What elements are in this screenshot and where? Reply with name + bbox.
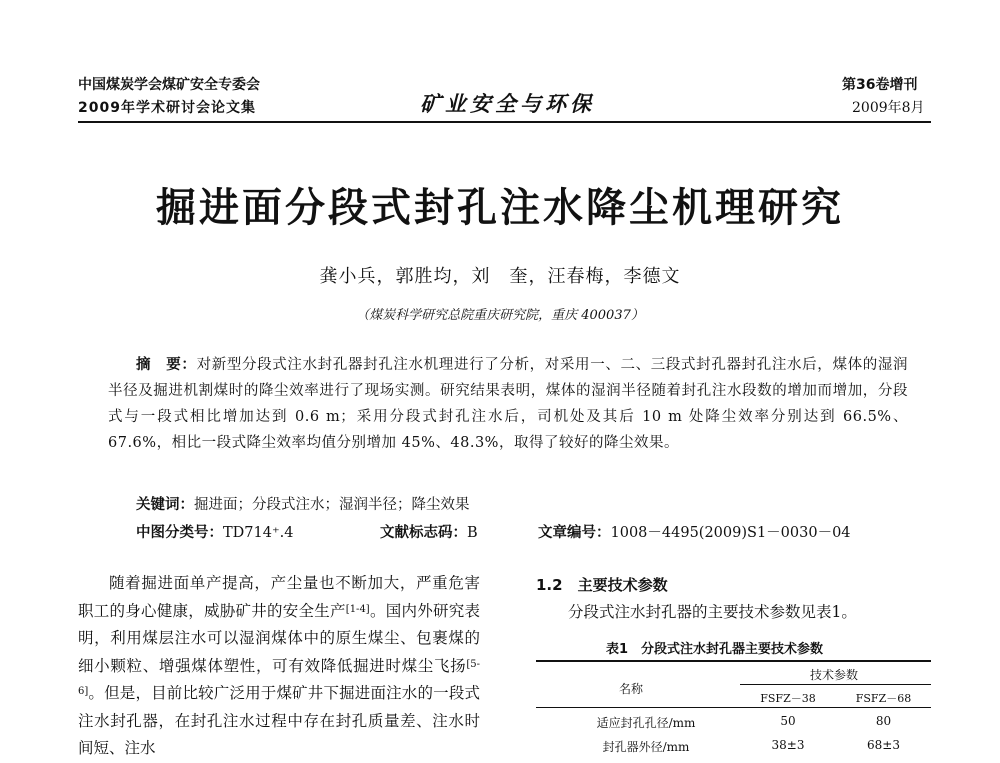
table-header-col1: FSFZ－38	[760, 692, 816, 705]
document-code	[380, 521, 478, 542]
doc-code-label: 文献标志码：	[380, 525, 467, 541]
table-header-col2: FSFZ－68	[855, 692, 912, 705]
article-number	[538, 521, 851, 542]
clc-label: 中图分类号：	[136, 525, 223, 541]
body-text-2: 。国内外研究表明，利用煤层注水可以湿润煤体中的原生煤尘、包裹煤的细小颗粒、增强煤体塑性，可有效降低掘进时煤尘飞扬	[78, 601, 480, 675]
paper-title: 掘进面分段式封孔注水降尘机理研究	[156, 185, 844, 231]
body-text-3: 。但是，目前比较广泛用于煤矿井下掘进面注水的一段式注水封孔器，在封孔注水过程中存在封孔质量差、注水时间短、注水	[78, 684, 480, 757]
keywords-label: 关键词：	[136, 497, 194, 513]
header-date: 2009年8月	[852, 100, 925, 116]
table-top-rule	[536, 660, 931, 662]
table-header-group: 技术参数	[809, 668, 858, 682]
article-number-value: 1008－4495(2009)S1－0030－04	[610, 525, 851, 541]
table-row-value: 38±3	[771, 738, 805, 752]
abstract	[108, 352, 908, 456]
citation-1: [1-4]	[345, 603, 370, 615]
table-row-value: 68±3	[867, 738, 900, 752]
clc-number	[136, 521, 293, 542]
section-intro: 分段式注水封孔器的主要技术参数见表1。	[568, 603, 857, 621]
keywords	[136, 493, 470, 514]
table-row-name: 封孔器外径/mm	[602, 740, 690, 754]
body-text-1: 随着掘进面单产提高，产尘量也不断加大，严重危害职工的身心健康，威胁矿井的安全生产	[78, 574, 480, 620]
table-header-name: 名称	[618, 682, 643, 696]
table-row-value: 80	[875, 714, 892, 728]
body-paragraph	[78, 570, 480, 763]
keywords-text: 掘进面；分段式注水；湿润半径；降尘效果	[194, 497, 470, 513]
header-society: 中国煤炭学会煤矿安全专委会	[78, 77, 260, 93]
table-subheader-rule	[740, 684, 931, 685]
clc-value: TD714⁺.4	[223, 525, 294, 541]
body-left-column	[78, 570, 480, 763]
table-header-rule	[536, 707, 931, 708]
article-number-label: 文章编号：	[538, 525, 611, 541]
header-rule	[78, 121, 931, 123]
table-caption: 表1 分段式注水封孔器主要技术参数	[606, 642, 824, 657]
table-row-value: 50	[780, 714, 796, 728]
paper-affiliation: （煤炭科学研究总院重庆研究院，重庆 400037）	[356, 308, 644, 323]
abstract-label: 摘 要：	[136, 357, 197, 373]
header-journal-name: 矿业安全与环保	[420, 91, 595, 116]
abstract-text: 对新型分段式注水封孔器封孔注水机理进行了分析，对采用一、二、三段式封孔器封孔注水后，煤体的湿润半径及掘进机割煤时的降尘效率进行了现场实测。研究结果表明，煤体的湿润半径随着封孔注水段数的增加而增加，分段式与一段式相比增加达到 0.6 m；采用分段式封孔注水后，司机处及其后 10 m 处降尘效率分别达到 66.5%、67.6%，相比一段式降尘效率均值分别增加 45%、48.3%，取得了较好的降尘效果。	[108, 357, 908, 451]
header-volume: 第36卷增刊	[842, 77, 918, 93]
paper-authors: 龚小兵，郭胜均，刘 奎，汪春梅，李德文	[319, 266, 681, 287]
doc-code-value: B	[467, 525, 478, 541]
citation-2: [5-6]	[78, 658, 480, 697]
header-proceedings: 2009年学术研讨会论文集	[78, 100, 256, 116]
section-heading: 1.2 主要技术参数	[536, 576, 668, 594]
table-row-name: 适应封孔孔径/mm	[596, 716, 696, 730]
